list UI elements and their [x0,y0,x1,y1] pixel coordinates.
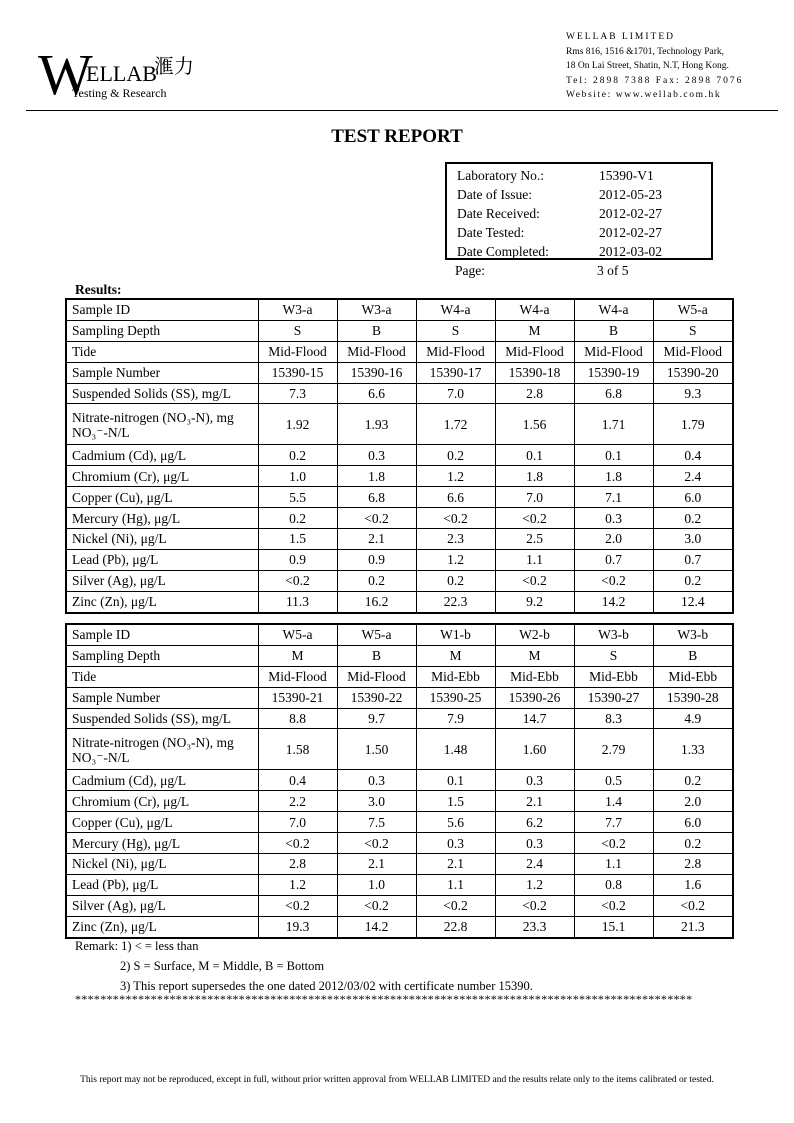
table-cell: Mid-Ebb [653,666,733,687]
table-cell: <0.2 [574,895,653,916]
table-row [66,508,733,529]
table-cell: 3.0 [653,529,733,550]
table-cell: M [495,320,574,341]
table-cell: 9.7 [337,708,416,729]
table-cell: 1.5 [416,791,495,812]
table-cell: 1.8 [574,466,653,487]
table-cell: 4.9 [653,708,733,729]
table-cell: 9.3 [653,383,733,404]
table-cell: 0.3 [337,445,416,466]
table-cell: 11.3 [258,591,337,612]
table-cell: 0.3 [574,508,653,529]
table-cell: 15.1 [574,916,653,937]
row-label: Zinc (Zn), μg/L [66,916,258,937]
table-cell: 0.2 [416,570,495,591]
table-cell: 7.3 [258,383,337,404]
table-cell: 1.2 [258,874,337,895]
results-heading: Results: [75,282,122,297]
table-cell: 5.6 [416,812,495,833]
row-label: Silver (Ag), μg/L [66,570,258,591]
table-cell: 6.6 [337,383,416,404]
header-divider [26,110,778,111]
table-cell: 0.3 [495,833,574,854]
table-cell: 23.3 [495,916,574,937]
table-cell: <0.2 [258,895,337,916]
table-row [66,854,733,875]
table-cell: Mid-Flood [495,341,574,362]
table-cell: W5-a [258,624,337,645]
table-cell: 2.4 [495,854,574,875]
table-cell: 8.8 [258,708,337,729]
table-cell: 15390-27 [574,687,653,708]
row-label: Zinc (Zn), μg/L [66,591,258,612]
row-label: Cadmium (Cd), μg/L [66,445,258,466]
table-cell: 6.0 [653,487,733,508]
table-cell: S [258,320,337,341]
table-cell: 15390-16 [337,362,416,383]
table-cell: 1.92 [258,404,337,445]
table-cell: 0.1 [574,445,653,466]
table-cell: 9.2 [495,591,574,612]
remark-3: 3) This report supersedes the one dated 2012/03/02 with certificate number 15390. [120,979,533,993]
table-cell: B [574,320,653,341]
results-table-1 [65,298,734,614]
table-cell: <0.2 [653,895,733,916]
info-value: 2012-02-27 [599,206,662,221]
row-label: Nickel (Ni), μg/L [66,529,258,550]
row-label: Nitrate-nitrogen (NO₃-N), mg NO₃⁻-N/L [66,729,258,770]
table-cell: 2.4 [653,466,733,487]
info-label: Date Received: [457,206,540,221]
table-cell: 1.56 [495,404,574,445]
table-row [66,549,733,570]
row-label: Lead (Pb), μg/L [66,549,258,570]
table-row [66,445,733,466]
table-cell: 0.2 [416,445,495,466]
table-cell: 2.8 [653,854,733,875]
table-cell: 0.4 [258,770,337,791]
table-cell: 0.9 [258,549,337,570]
table-cell: 2.1 [495,791,574,812]
table-cell: 1.1 [416,874,495,895]
table-cell: 2.0 [653,791,733,812]
table-cell: 2.2 [258,791,337,812]
table-cell: W3-b [653,624,733,645]
table-row [66,624,733,645]
info-value: 2012-03-02 [599,244,662,259]
table-cell: W4-a [416,299,495,320]
company-name: WELLAB LIMITED [566,32,675,42]
table-cell: 14.2 [337,916,416,937]
table-cell: <0.2 [337,508,416,529]
table-cell: 15390-26 [495,687,574,708]
table-cell: W3-b [574,624,653,645]
table-row [66,833,733,854]
table-row [66,362,733,383]
table-cell: M [258,645,337,666]
table-row [66,466,733,487]
row-label: Sample Number [66,362,258,383]
table-cell: 2.79 [574,729,653,770]
table-cell: 6.2 [495,812,574,833]
table-cell: <0.2 [337,895,416,916]
table-cell: Mid-Flood [258,341,337,362]
row-label: Silver (Ag), μg/L [66,895,258,916]
table-cell: W3-a [258,299,337,320]
table-cell: W5-a [337,624,416,645]
table-cell: W2-b [495,624,574,645]
table-cell: 5.5 [258,487,337,508]
table-cell: W3-a [337,299,416,320]
table-cell: 15390-21 [258,687,337,708]
table-cell: <0.2 [574,833,653,854]
table-cell: 2.8 [495,383,574,404]
table-cell: 0.1 [416,770,495,791]
row-label: Tide [66,666,258,687]
table-cell: 15390-28 [653,687,733,708]
logo-subtitle: Testing & Research [72,86,167,100]
table-cell: 1.0 [258,466,337,487]
table-cell: 0.2 [653,508,733,529]
table-cell: S [416,320,495,341]
table-row [66,812,733,833]
table-cell: Mid-Flood [653,341,733,362]
table-cell: 7.9 [416,708,495,729]
table-cell: 0.5 [574,770,653,791]
table-cell: 1.2 [416,466,495,487]
table-cell: 1.4 [574,791,653,812]
table-cell: 6.0 [653,812,733,833]
table-cell: 6.6 [416,487,495,508]
table-cell: B [337,320,416,341]
table-cell: 0.9 [337,549,416,570]
table-cell: 19.3 [258,916,337,937]
info-value: 15390-V1 [599,168,654,183]
table-cell: 15390-18 [495,362,574,383]
table-cell: 14.2 [574,591,653,612]
table-cell: Mid-Flood [337,341,416,362]
page-indicator [455,263,629,279]
table-cell: 3.0 [337,791,416,812]
table-cell: 2.1 [337,854,416,875]
row-label: Chromium (Cr), μg/L [66,466,258,487]
table-cell: 7.1 [574,487,653,508]
table-cell: <0.2 [495,570,574,591]
end-of-report-separator: ************************************************************************************************** [75,992,693,1006]
info-label: Laboratory No.: [457,168,544,183]
row-label: Suspended Solids (SS), mg/L [66,383,258,404]
table-cell: 1.33 [653,729,733,770]
row-label: Tide [66,341,258,362]
table-row [66,895,733,916]
table-row [66,791,733,812]
table-cell: 1.71 [574,404,653,445]
table-cell: Mid-Ebb [574,666,653,687]
table-cell: <0.2 [495,508,574,529]
logo-text: ELLAB [86,61,157,86]
table-cell: 1.2 [495,874,574,895]
table-cell: 1.58 [258,729,337,770]
table-row [66,299,733,320]
table-cell: 1.5 [258,529,337,550]
table-cell: 1.93 [337,404,416,445]
table-cell: 1.48 [416,729,495,770]
table-cell: 0.3 [495,770,574,791]
table-cell: 0.2 [653,833,733,854]
table-row [66,320,733,341]
remarks [75,936,533,996]
table-row [66,404,733,445]
table-cell: 1.8 [495,466,574,487]
table-cell: 2.0 [574,529,653,550]
table-cell: 2.3 [416,529,495,550]
row-label: Mercury (Hg), μg/L [66,508,258,529]
table-cell: 0.7 [653,549,733,570]
table-cell: 2.1 [337,529,416,550]
row-label: Suspended Solids (SS), mg/L [66,708,258,729]
row-label: Sample Number [66,687,258,708]
table-cell: <0.2 [416,895,495,916]
row-label: Sample ID [66,624,258,645]
address-line-1: Rms 816, 1516 &1701, Technology Park, [566,46,725,57]
table-cell: 7.0 [495,487,574,508]
row-label: Sampling Depth [66,320,258,341]
table-row [66,487,733,508]
table-cell: 0.3 [337,770,416,791]
table-row [66,708,733,729]
table-cell: Mid-Flood [574,341,653,362]
table-cell: 7.5 [337,812,416,833]
row-label: Copper (Cu), μg/L [66,812,258,833]
table-cell: 0.8 [574,874,653,895]
info-label: Date Tested: [457,225,525,240]
table-cell: 12.4 [653,591,733,612]
table-row [66,383,733,404]
table-cell: 1.2 [416,549,495,570]
table-cell: Mid-Flood [337,666,416,687]
table-cell: W5-a [653,299,733,320]
table-cell: 16.2 [337,591,416,612]
table-cell: 1.1 [495,549,574,570]
row-label: Cadmium (Cd), μg/L [66,770,258,791]
table-row [66,529,733,550]
table-cell: 1.50 [337,729,416,770]
row-label: Chromium (Cr), μg/L [66,791,258,812]
table-row [66,645,733,666]
row-label: Nitrate-nitrogen (NO₃-N), mg NO₃⁻-N/L [66,404,258,445]
row-label: Sample ID [66,299,258,320]
footer-disclaimer: This report may not be reproduced, except in full, without prior written approval from WELLAB LIMITED and the results relate only to the items calibrated or tested. [80,1075,714,1085]
table-row [66,874,733,895]
table-row [66,729,733,770]
table-cell: 2.1 [416,854,495,875]
table-cell: 7.0 [258,812,337,833]
table-row [66,916,733,937]
table-cell: 2.5 [495,529,574,550]
row-label: Mercury (Hg), μg/L [66,833,258,854]
company-address-block [566,30,786,103]
table-cell: 0.2 [337,570,416,591]
table-cell: <0.2 [416,508,495,529]
report-info-box [445,162,713,260]
table-cell: 0.3 [416,833,495,854]
table-cell: W4-a [574,299,653,320]
page-label: Page: [455,263,485,278]
logo-chinese: 滙力 [154,56,194,78]
table-cell: 6.8 [337,487,416,508]
table-cell: 1.0 [337,874,416,895]
info-label: Date Completed: [457,244,549,259]
table-cell: 7.7 [574,812,653,833]
remark-2: 2) S = Surface, M = Middle, B = Bottom [120,959,325,973]
table-cell: 15390-22 [337,687,416,708]
table-row [66,770,733,791]
table-cell: S [574,645,653,666]
table-cell: 2.8 [258,854,337,875]
address-line-2: 18 On Lai Street, Shatin, N.T, Hong Kong. [566,61,729,71]
table-cell: B [337,645,416,666]
table-cell: 1.8 [337,466,416,487]
table-row [66,591,733,612]
row-label: Nickel (Ni), μg/L [66,854,258,875]
table-cell: 15390-25 [416,687,495,708]
table-cell: 1.1 [574,854,653,875]
table-row [66,341,733,362]
table-cell: W1-b [416,624,495,645]
table-cell: 0.4 [653,445,733,466]
table-cell: W4-a [495,299,574,320]
remark-1: Remark: 1) < = less than [75,939,199,953]
table-cell: Mid-Flood [416,341,495,362]
table-cell: 0.1 [495,445,574,466]
table-cell: 14.7 [495,708,574,729]
table-cell: 22.3 [416,591,495,612]
report-title: TEST REPORT [331,126,463,147]
table-cell: 0.2 [258,508,337,529]
table-cell: S [653,320,733,341]
info-value: 2012-05-23 [599,187,662,202]
table-cell: <0.2 [337,833,416,854]
table-cell: 8.3 [574,708,653,729]
table-cell: Mid-Ebb [416,666,495,687]
row-label: Lead (Pb), μg/L [66,874,258,895]
table-cell: 6.8 [574,383,653,404]
table-cell: M [495,645,574,666]
page-value: 3 of 5 [597,263,629,278]
table-row [66,570,733,591]
table-cell: 15390-20 [653,362,733,383]
table-cell: <0.2 [258,570,337,591]
table-cell: 15390-15 [258,362,337,383]
table-cell: 15390-17 [416,362,495,383]
table-cell: B [653,645,733,666]
table-cell: 1.60 [495,729,574,770]
table-cell: Mid-Ebb [495,666,574,687]
table-cell: 1.72 [416,404,495,445]
table-cell: <0.2 [495,895,574,916]
table-cell: M [416,645,495,666]
table-cell: 1.79 [653,404,733,445]
logo-initial: W [38,42,91,107]
table-cell: 0.7 [574,549,653,570]
info-value: 2012-02-27 [599,225,662,240]
table-row [66,666,733,687]
website: Website: www.wellab.com.hk [566,90,722,100]
table-cell: <0.2 [258,833,337,854]
table-cell: 1.6 [653,874,733,895]
table-cell: 0.2 [653,770,733,791]
info-label: Date of Issue: [457,187,532,202]
phone-fax: Tel: 2898 7388 Fax: 2898 7076 [566,75,744,86]
table-cell: 0.2 [258,445,337,466]
results-table-2 [65,623,734,939]
table-cell: Mid-Flood [258,666,337,687]
table-cell: 7.0 [416,383,495,404]
table-row [66,687,733,708]
row-label: Sampling Depth [66,645,258,666]
table-cell: 21.3 [653,916,733,937]
row-label: Copper (Cu), μg/L [66,487,258,508]
table-cell: 22.8 [416,916,495,937]
table-cell: <0.2 [574,570,653,591]
table-cell: 0.2 [653,570,733,591]
table-cell: 15390-19 [574,362,653,383]
